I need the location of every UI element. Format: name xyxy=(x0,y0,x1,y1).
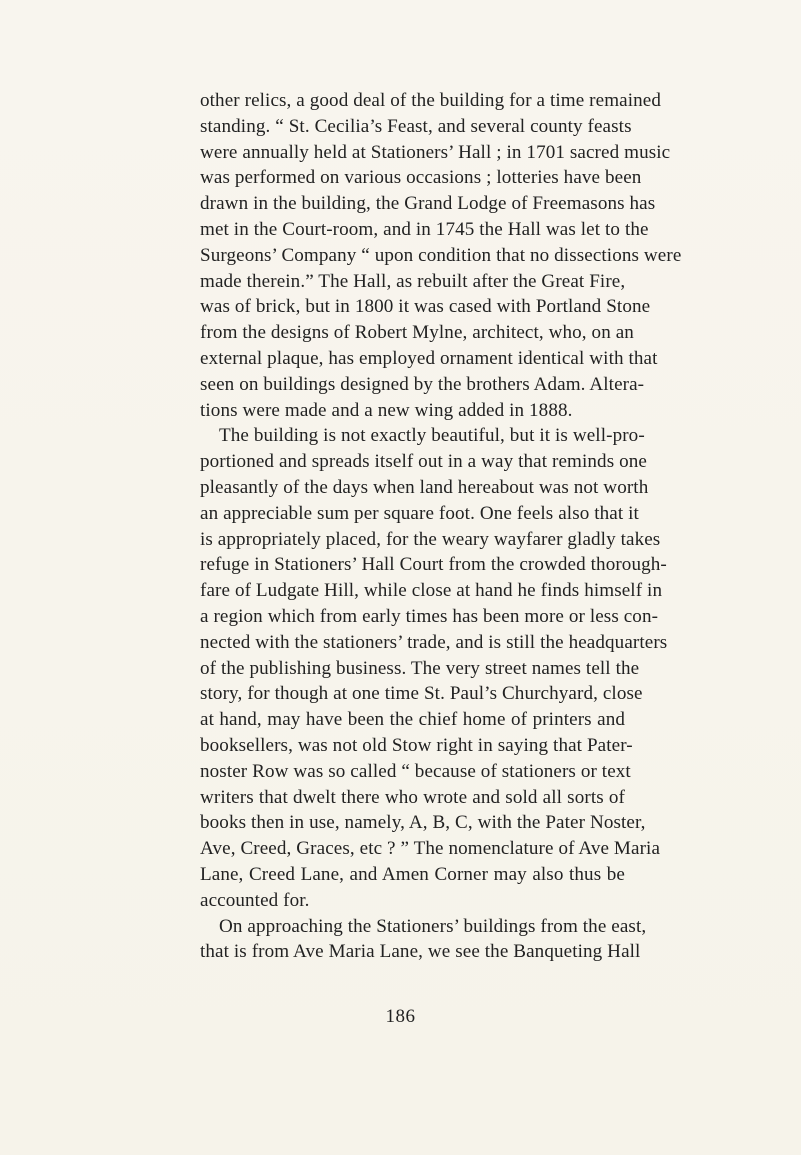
text-line: writers that dwelt there who wrote and sold all sorts of xyxy=(200,786,625,808)
text-line: On approaching the Stationers’ buildings from the east, xyxy=(219,915,647,937)
text-line: Ave, Creed, Graces, etc ? ” The nomenclature of Ave Maria xyxy=(200,838,661,860)
text-line: books then in use, namely, A, B, C, with the Pater Noster, xyxy=(200,812,646,834)
text-line: drawn in the building, the Grand Lodge of Freemasons has xyxy=(200,193,656,215)
page-number: 186 xyxy=(385,1006,416,1027)
text-line: fare of Ludgate Hill, while close at hand he finds himself in xyxy=(200,580,663,602)
text-line: noster Row was so called “ because of stationers or text xyxy=(200,760,631,782)
text-line: were annually held at Stationers’ Hall ; in 1701 sacred music xyxy=(200,141,671,163)
text-line: booksellers, was not old Stow right in saying that Pater- xyxy=(200,734,633,756)
text-line: at hand, may have been the chief home of printers and xyxy=(200,709,625,731)
text-line: from the designs of Robert Mylne, architect, who, on an xyxy=(200,322,634,344)
text-line: standing. “ St. Cecilia’s Feast, and several county feasts xyxy=(200,115,632,137)
text-line: The building is not exactly beautiful, but it is well-pro- xyxy=(219,425,645,447)
text-line: of the publishing business. The very street names tell the xyxy=(200,657,640,679)
text-line: portioned and spreads itself out in a way that reminds one xyxy=(200,451,647,473)
text-line: story, for though at one time St. Paul’s Churchyard, close xyxy=(200,683,643,705)
text-line: pleasantly of the days when land hereabout was not worth xyxy=(200,476,649,498)
text-line: seen on buildings designed by the brothers Adam. Altera- xyxy=(200,373,645,395)
body-text xyxy=(200,88,682,965)
text-line: Lane, Creed Lane, and Amen Corner may also thus be xyxy=(200,863,625,885)
text-line: met in the Court-room, and in 1745 the Hall was let to the xyxy=(200,218,649,240)
text-line: other relics, a good deal of the building for a time remained xyxy=(200,90,662,111)
text-line: was of brick, but in 1800 it was cased with Portland Stone xyxy=(200,296,651,318)
text-line: refuge in Stationers’ Hall Court from the crowded thorough- xyxy=(200,554,667,576)
text-line: Surgeons’ Company “ upon condition that no dissections were xyxy=(200,244,682,266)
text-line: tions were made and a new wing added in 1888. xyxy=(200,399,573,421)
text-line: accounted for. xyxy=(200,889,310,911)
text-line: a region which from early times has been more or less con- xyxy=(200,605,659,627)
text-line: an appreciable sum per square foot. One feels also that it xyxy=(200,502,639,524)
text-line: was performed on various occasions ; lotteries have been xyxy=(200,167,642,189)
text-line: external plaque, has employed ornament identical with that xyxy=(200,347,658,369)
text-line: nected with the stationers’ trade, and is still the headquarters xyxy=(200,631,668,653)
text-line: that is from Ave Maria Lane, we see the Banqueting Hall xyxy=(200,941,641,963)
text-line: is appropriately placed, for the weary wayfarer gladly takes xyxy=(200,528,661,550)
text-line: made therein.” The Hall, as rebuilt after the Great Fire, xyxy=(200,270,626,292)
